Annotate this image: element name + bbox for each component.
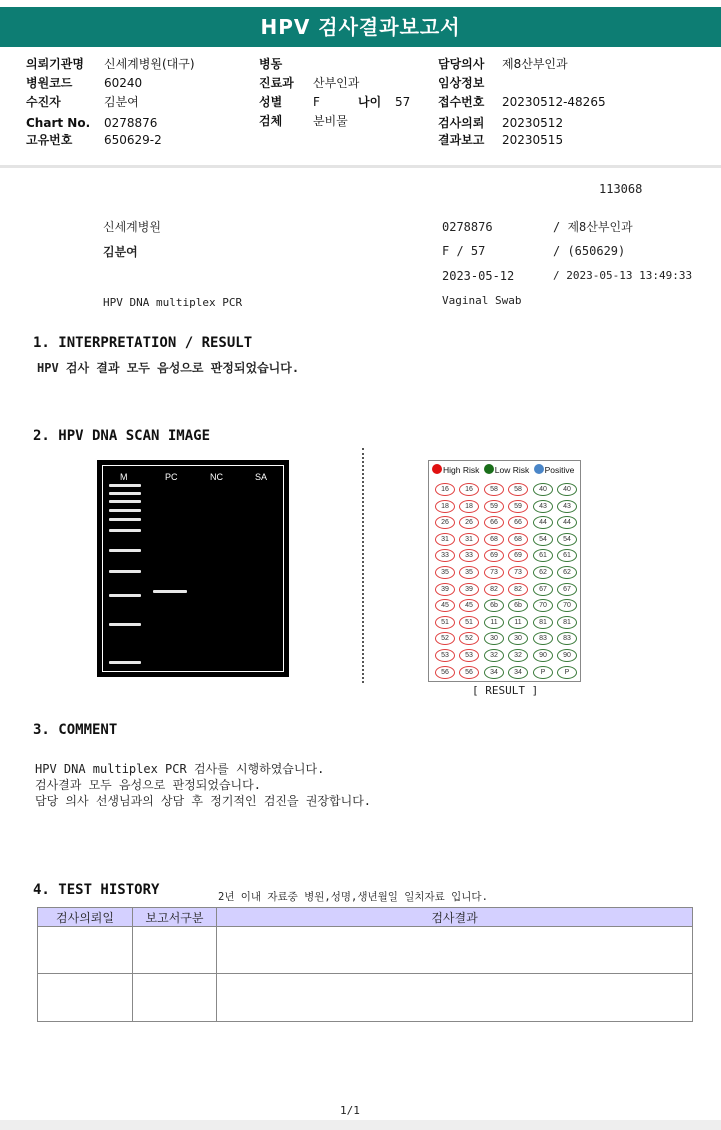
- marker-band: [109, 492, 141, 495]
- hpv-type-oval: 16: [459, 483, 479, 496]
- hpv-type-oval: 90: [557, 649, 577, 662]
- hpv-type-oval: 32: [484, 649, 504, 662]
- receipt-no-value: 20230512-48265: [502, 95, 606, 109]
- hpv-type-oval: 51: [435, 616, 455, 629]
- hpv-type-oval: 53: [435, 649, 455, 662]
- info-hospital: 신세계병원: [103, 220, 161, 234]
- hpv-type-oval: 67: [533, 583, 553, 596]
- legend-high-risk: High Risk: [443, 465, 480, 475]
- header-divider: [0, 165, 721, 168]
- hpv-type-oval: 30: [484, 632, 504, 645]
- hpv-type-oval: 44: [533, 516, 553, 529]
- footer-bar: [0, 1120, 721, 1130]
- marker-band: [109, 500, 141, 503]
- hpv-type-oval: 67: [557, 583, 577, 596]
- hpv-type-oval: 35: [435, 566, 455, 579]
- result-label: [ RESULT ]: [472, 684, 539, 697]
- specimen-value: 분비물: [313, 114, 348, 128]
- hpv-type-oval: 61: [533, 549, 553, 562]
- history-cell: [217, 974, 693, 1022]
- info-date: 2023-05-12: [442, 269, 515, 283]
- hpv-type-oval: 58: [508, 483, 528, 496]
- report-title: HPV 검사결과보고서: [0, 7, 721, 47]
- hpv-type-oval: 45: [435, 599, 455, 612]
- hpv-type-oval: P: [557, 666, 577, 679]
- table-row: [38, 974, 693, 1022]
- hpv-type-oval: 83: [533, 632, 553, 645]
- hpv-type-oval: 16: [435, 483, 455, 496]
- comment-line-1: HPV DNA multiplex PCR 검사를 시행하였습니다.: [35, 762, 325, 776]
- hpv-type-oval: 53: [459, 649, 479, 662]
- hpv-type-oval: 33: [435, 549, 455, 562]
- info-patient: 김분여: [103, 245, 138, 259]
- request-date-label: 검사의뢰: [438, 116, 485, 130]
- hpv-type-oval: 6b: [484, 599, 504, 612]
- section-1-title: 1. INTERPRETATION / RESULT: [33, 335, 253, 351]
- doctor-label: 담당의사: [438, 57, 485, 71]
- hpv-type-oval: 66: [484, 516, 504, 529]
- info-chart: 0278876: [442, 220, 493, 234]
- history-note: 2년 이내 자료중 병원,성명,생년월일 일치자료 입니다.: [218, 891, 488, 903]
- hpv-type-oval: 43: [533, 500, 553, 513]
- hpv-type-oval: 35: [459, 566, 479, 579]
- hpv-type-oval: 54: [557, 533, 577, 546]
- ward-label: 병동: [259, 57, 283, 71]
- age-label: 나이: [358, 95, 382, 109]
- marker-band: [109, 509, 141, 512]
- hospital-name-label: 의뢰기관명: [26, 57, 84, 71]
- marker-band: [109, 594, 141, 597]
- specimen-label: 검체: [259, 114, 283, 128]
- history-header-row: [38, 908, 693, 927]
- hpv-type-oval: 68: [508, 533, 528, 546]
- history-cell: [133, 974, 217, 1022]
- hpv-type-oval: 33: [459, 549, 479, 562]
- hpv-type-oval: 26: [459, 516, 479, 529]
- history-header-result: 검사결과: [217, 908, 693, 927]
- doctor-value: 제8산부인과: [502, 57, 568, 71]
- patient-label: 수진자: [26, 95, 61, 109]
- hpv-type-oval: 82: [508, 583, 528, 596]
- marker-band: [109, 484, 141, 487]
- panel-divider: [362, 448, 364, 683]
- comment-line-2: 검사결과 모두 음성으로 판정되었습니다.: [35, 778, 261, 792]
- marker-band: [109, 661, 141, 664]
- hpv-type-oval: 68: [484, 533, 504, 546]
- info-test: HPV DNA multiplex PCR: [103, 296, 243, 309]
- hpv-type-oval: 11: [508, 616, 528, 629]
- hpv-type-oval: 59: [508, 500, 528, 513]
- hpv-type-oval: 44: [557, 516, 577, 529]
- unique-id-value: 650629-2: [104, 133, 162, 147]
- hpv-type-oval: P: [533, 666, 553, 679]
- comment-line-3: 담당 의사 선생님과의 상담 후 정기적인 검진을 권장합니다.: [35, 794, 372, 808]
- section-2-title: 2. HPV DNA SCAN IMAGE: [33, 428, 211, 444]
- info-timestamp: / 2023-05-13 13:49:33: [553, 269, 693, 282]
- high-risk-dot-icon: [432, 464, 442, 474]
- section-3-title: 3. COMMENT: [33, 722, 118, 738]
- hpv-type-oval: 69: [484, 549, 504, 562]
- sex-label: 성별: [259, 95, 283, 109]
- marker-band: [109, 549, 141, 552]
- report-code: 113068: [599, 182, 643, 196]
- hpv-type-oval: 54: [533, 533, 553, 546]
- department-label: 진료과: [259, 76, 294, 90]
- report-date-label: 결과보고: [438, 133, 485, 147]
- hpv-type-oval: 81: [533, 616, 553, 629]
- history-table: [37, 907, 693, 1022]
- hpv-type-oval: 34: [508, 666, 528, 679]
- hpv-type-oval: 66: [508, 516, 528, 529]
- section-4-title: 4. TEST HISTORY: [33, 882, 160, 898]
- hpv-type-oval: 62: [533, 566, 553, 579]
- request-date-value: 20230512: [502, 116, 564, 130]
- hospital-name-value: 신세계병원(대구): [104, 57, 195, 71]
- hpv-type-oval: 26: [435, 516, 455, 529]
- history-cell: [133, 927, 217, 974]
- hpv-type-oval: 18: [459, 500, 479, 513]
- gel-lane-nc: NC: [210, 472, 223, 482]
- gel-lane-sa: SA: [255, 472, 268, 482]
- hpv-type-oval: 58: [484, 483, 504, 496]
- hpv-type-oval: 52: [459, 632, 479, 645]
- hpv-type-oval: 62: [557, 566, 577, 579]
- hpv-type-oval: 90: [533, 649, 553, 662]
- hpv-type-oval: 39: [435, 583, 455, 596]
- hpv-type-oval: 32: [508, 649, 528, 662]
- hpv-type-oval: 6b: [508, 599, 528, 612]
- unique-id-label: 고유번호: [26, 133, 73, 147]
- hpv-type-oval: 70: [557, 599, 577, 612]
- gel-lane-m: M: [120, 472, 128, 482]
- info-specimen: Vaginal Swab: [442, 294, 522, 307]
- pc-band: [153, 590, 187, 593]
- hpv-type-oval: 73: [508, 566, 528, 579]
- report-date-value: 20230515: [502, 133, 564, 147]
- history-header-type: 보고서구분: [133, 908, 217, 927]
- hpv-type-oval: 52: [435, 632, 455, 645]
- interpretation-text: HPV 검사 결과 모두 음성으로 판정되었습니다.: [37, 361, 300, 375]
- hospital-code-value: 60240: [104, 76, 143, 90]
- department-value: 산부인과: [313, 76, 360, 90]
- hpv-type-oval: 43: [557, 500, 577, 513]
- panel-legend: [432, 464, 574, 475]
- hpv-type-oval: 45: [459, 599, 479, 612]
- hpv-type-oval: 40: [557, 483, 577, 496]
- hpv-type-oval: 31: [435, 533, 455, 546]
- history-cell: [38, 974, 133, 1022]
- hpv-type-oval: 56: [459, 666, 479, 679]
- hpv-type-oval: 82: [484, 583, 504, 596]
- hpv-type-oval: 34: [484, 666, 504, 679]
- marker-band: [109, 623, 141, 626]
- legend-positive: Positive: [544, 465, 575, 475]
- hpv-type-oval: 70: [533, 599, 553, 612]
- page-number: 1/1: [340, 1104, 360, 1117]
- sex-value: F: [313, 95, 320, 109]
- hpv-type-oval: 61: [557, 549, 577, 562]
- chart-no-value: 0278876: [104, 116, 158, 130]
- gel-lane-pc: PC: [165, 472, 178, 482]
- hpv-type-oval: 31: [459, 533, 479, 546]
- positive-dot-icon: [534, 464, 544, 474]
- low-risk-dot-icon: [484, 464, 494, 474]
- marker-band: [109, 570, 141, 573]
- info-sex-age: F / 57: [442, 244, 486, 258]
- history-cell: [38, 927, 133, 974]
- hpv-type-oval: 51: [459, 616, 479, 629]
- history-header-date: 검사의뢰일: [38, 908, 133, 927]
- hpv-type-oval: 81: [557, 616, 577, 629]
- hpv-type-oval: 39: [459, 583, 479, 596]
- age-value: 57: [395, 95, 411, 109]
- hpv-type-oval: 59: [484, 500, 504, 513]
- hpv-type-oval: 18: [435, 500, 455, 513]
- info-dept: / 제8산부인과: [553, 220, 633, 234]
- receipt-no-label: 접수번호: [438, 95, 485, 109]
- hpv-type-oval: 40: [533, 483, 553, 496]
- hpv-type-oval: 11: [484, 616, 504, 629]
- hpv-type-oval: 69: [508, 549, 528, 562]
- hpv-type-oval: 56: [435, 666, 455, 679]
- hospital-code-label: 병원코드: [26, 76, 73, 90]
- hpv-type-oval: 30: [508, 632, 528, 645]
- info-birth: / (650629): [553, 244, 626, 258]
- history-cell: [217, 927, 693, 974]
- clinical-info-label: 임상정보: [438, 76, 485, 90]
- hpv-type-oval: 83: [557, 632, 577, 645]
- gel-image: [97, 460, 289, 677]
- hpv-type-panel: [428, 460, 581, 682]
- table-row: [38, 927, 693, 974]
- marker-band: [109, 518, 141, 521]
- chart-no-label: Chart No.: [26, 116, 91, 130]
- legend-low-risk: Low Risk: [494, 465, 530, 475]
- hpv-type-oval: 73: [484, 566, 504, 579]
- patient-value: 김분여: [104, 95, 139, 109]
- marker-band: [109, 529, 141, 532]
